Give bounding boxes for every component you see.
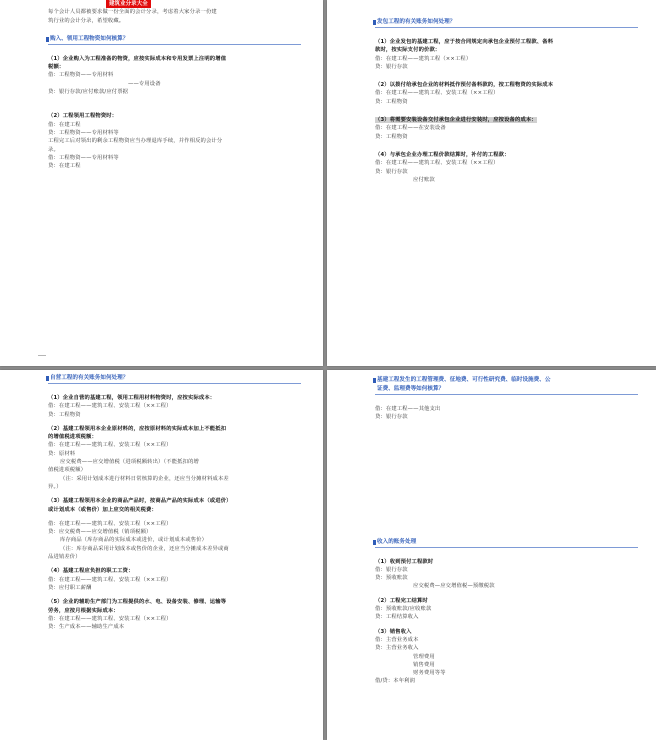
- entry-line: 借：银行存款: [375, 566, 408, 573]
- entry-line: 应交税费—应交增值税—预缴税款: [413, 583, 495, 590]
- entry-line: 借：工程物资——专用材料: [48, 72, 114, 79]
- note-line: 品进销差价）: [48, 554, 81, 561]
- question-line: （2）以拨付给承包企业的材料抵作预付备料款的，按工程物资的实际成本: [375, 82, 554, 89]
- entry-line: 贷：银行存款/应付账款/应付票据: [48, 89, 129, 96]
- section-heading: 基建工程发生的工程管理费、征地费、可行性研究费、临时设施费、公 证费、监理费等如何核算？: [375, 376, 638, 395]
- document-page-4: [327, 370, 656, 740]
- entry-line: 库存商品（库存商品的实际成本或进价，或计划成本或售价）: [60, 537, 208, 544]
- entry-line: 贷：原材料: [48, 450, 76, 457]
- entry-line: 工程完工后对领出的剩余工程物资应当办理退库手续，并作相反的会计分: [48, 138, 223, 145]
- entry-line: 贷：银行存款: [375, 414, 408, 421]
- entry-line: 借：主营业务成本: [375, 636, 419, 643]
- entry-line: 管理费用: [413, 653, 435, 660]
- question-line: （2）基建工程领用本企业原材料的，应按原材料的实际成本加上不能抵扣: [48, 425, 227, 432]
- entry-line: 借：在建工程——在安装设备: [375, 125, 446, 132]
- question-line: （4）与承包企业办理工程价款结算时，补付的工程款：: [375, 151, 510, 158]
- page-4-content: [375, 376, 638, 686]
- entry-line: 借：在建工程——建筑工程、安装工程（××工程）: [48, 520, 172, 527]
- entry-line: 借：在建工程——建筑工程、安装工程（××工程）: [48, 615, 172, 622]
- document-page-2: [327, 0, 656, 366]
- entry-line: 贷：银行存款: [375, 168, 408, 175]
- entry-line: 贷：工程物资: [375, 133, 408, 140]
- question-line: （3）销售收入: [375, 628, 412, 635]
- question-line: 的增值税进项税额：: [48, 434, 98, 441]
- entry-line: 借：在建工程——建筑工程、安装工程（××工程）: [375, 90, 499, 97]
- entry-line: 应付账款: [413, 176, 435, 183]
- entry-line: 录。: [48, 146, 59, 153]
- page-1-content: [48, 0, 301, 170]
- entry-line: 借：工程物资——专用材料等: [48, 154, 119, 161]
- question-line: （1）企业发包的基建工程，应于按合同规定向承包企业预付工程款、备料: [375, 39, 554, 45]
- question-line: （5）企业的辅助生产部门为工程提供的水、电、设备安装、修理、运输等: [48, 599, 227, 606]
- question-line: （2）工程完工结算时: [375, 597, 428, 604]
- entry-line: 贷：工程结算收入: [375, 614, 419, 621]
- question-line: （4）基建工程应负担的职工工资：: [48, 568, 134, 575]
- question-line: （1）企业购入为工程准备的物资，应按实际成本和专用发票上注明的增值: [48, 55, 227, 62]
- entry-line: 借：在建工程: [48, 121, 81, 128]
- question-line: 或计划成本（或售价）加上应交的相关税费：: [48, 506, 157, 513]
- note-line: （注：采用计划成本进行材料日常核算的企业，还应当分摊材料成本差: [60, 475, 229, 482]
- section-heading: 收入的账务处理: [375, 538, 638, 548]
- question-line: 税额：: [48, 64, 65, 71]
- question-line: （2）工程领用工程物资时：: [48, 113, 118, 120]
- question-line: （1）企业自营的基建工程，领用工程用材料物资时，应按实际成本：: [48, 395, 216, 401]
- entry-line: 应交税费——应交增值税（进项税额转出）（不能抵扣的增: [60, 459, 199, 466]
- entry-line: 贷：银行存款: [375, 63, 408, 70]
- page-3-content: [48, 374, 301, 631]
- entry-line: 值税进项税额）: [48, 467, 87, 474]
- note-line: （注：库存商品采用计划成本或售价的企业，还应当分摊成本差异或商: [60, 545, 229, 552]
- question-line: （1）收到预付工程款时: [375, 558, 434, 565]
- entry-line: 借：在建工程——建筑工程、安装工程（××工程）: [48, 442, 172, 449]
- entry-line: 借：在建工程——建筑工程、安装工程（××工程）: [375, 160, 499, 167]
- entry-line: 借：预收账款/应收账款: [375, 606, 432, 613]
- entry-line: 贷：工程物资: [48, 411, 81, 418]
- note-line: 异。）: [48, 483, 62, 490]
- section-heading: 发包工程的有关账务如何处理？: [375, 18, 638, 28]
- entry-line: 贷：主营业务收入: [375, 645, 419, 652]
- entry-line: 借/贷：本年利润: [375, 678, 416, 685]
- entry-line: 贷：在建工程: [48, 163, 81, 170]
- entry-line: ——专用设备: [128, 80, 161, 87]
- entry-line: 借：在建工程——建筑工程、安装工程（××工程）: [48, 576, 172, 583]
- entry-line: 财务费用等等: [413, 670, 446, 677]
- entry-line: 贷：预收账款: [375, 575, 408, 582]
- intro-line: 每个会计人员都被要求做一份全面的会计分录，考虑着大家分录一份建: [48, 9, 217, 16]
- intro-line: 筑行业的会计分录，希望收藏。: [48, 17, 125, 24]
- question-line: 款时，按实际支付的价款：: [375, 47, 441, 54]
- entry-line: 贷：生产成本——辅助生产成本: [48, 624, 125, 631]
- entry-line: 借：在建工程——建筑工程、安装工程（××工程）: [48, 403, 172, 410]
- question-line: 劳务，应按月根据实际成本：: [48, 607, 119, 614]
- section-heading: 自营工程的有关账务如何处理？: [48, 374, 301, 384]
- entry-line: 借：在建工程——其他支出: [375, 406, 441, 412]
- entry-line: 贷：工程物资: [375, 98, 408, 105]
- document-page-1: [0, 0, 323, 366]
- highlighted-question: （3）将需要安装设备交付承包企业进行安装时，应按设备的成本：: [375, 117, 537, 124]
- entry-line: 贷：应交税费——应交增值税（销项税额）: [48, 529, 152, 536]
- page-corner-mark: [38, 355, 46, 364]
- page-2-content: [375, 18, 638, 184]
- section-heading: 购入、领用工程物资如何核算？: [48, 35, 301, 45]
- entry-line: 贷：应付职工薪酬: [48, 584, 92, 591]
- entry-line: 贷：工程物资——专用材料等: [48, 129, 119, 136]
- document-page-3: [0, 370, 323, 740]
- question-line: （3）基建工程领用本企业的商品产品时，按商品产品的实际成本（或进价）: [48, 498, 232, 505]
- entry-line: 销售费用: [413, 661, 435, 668]
- highlighted-title: 建筑业分录大全: [106, 0, 151, 8]
- entry-line: 借：在建工程——建筑工程（××工程）: [375, 55, 472, 62]
